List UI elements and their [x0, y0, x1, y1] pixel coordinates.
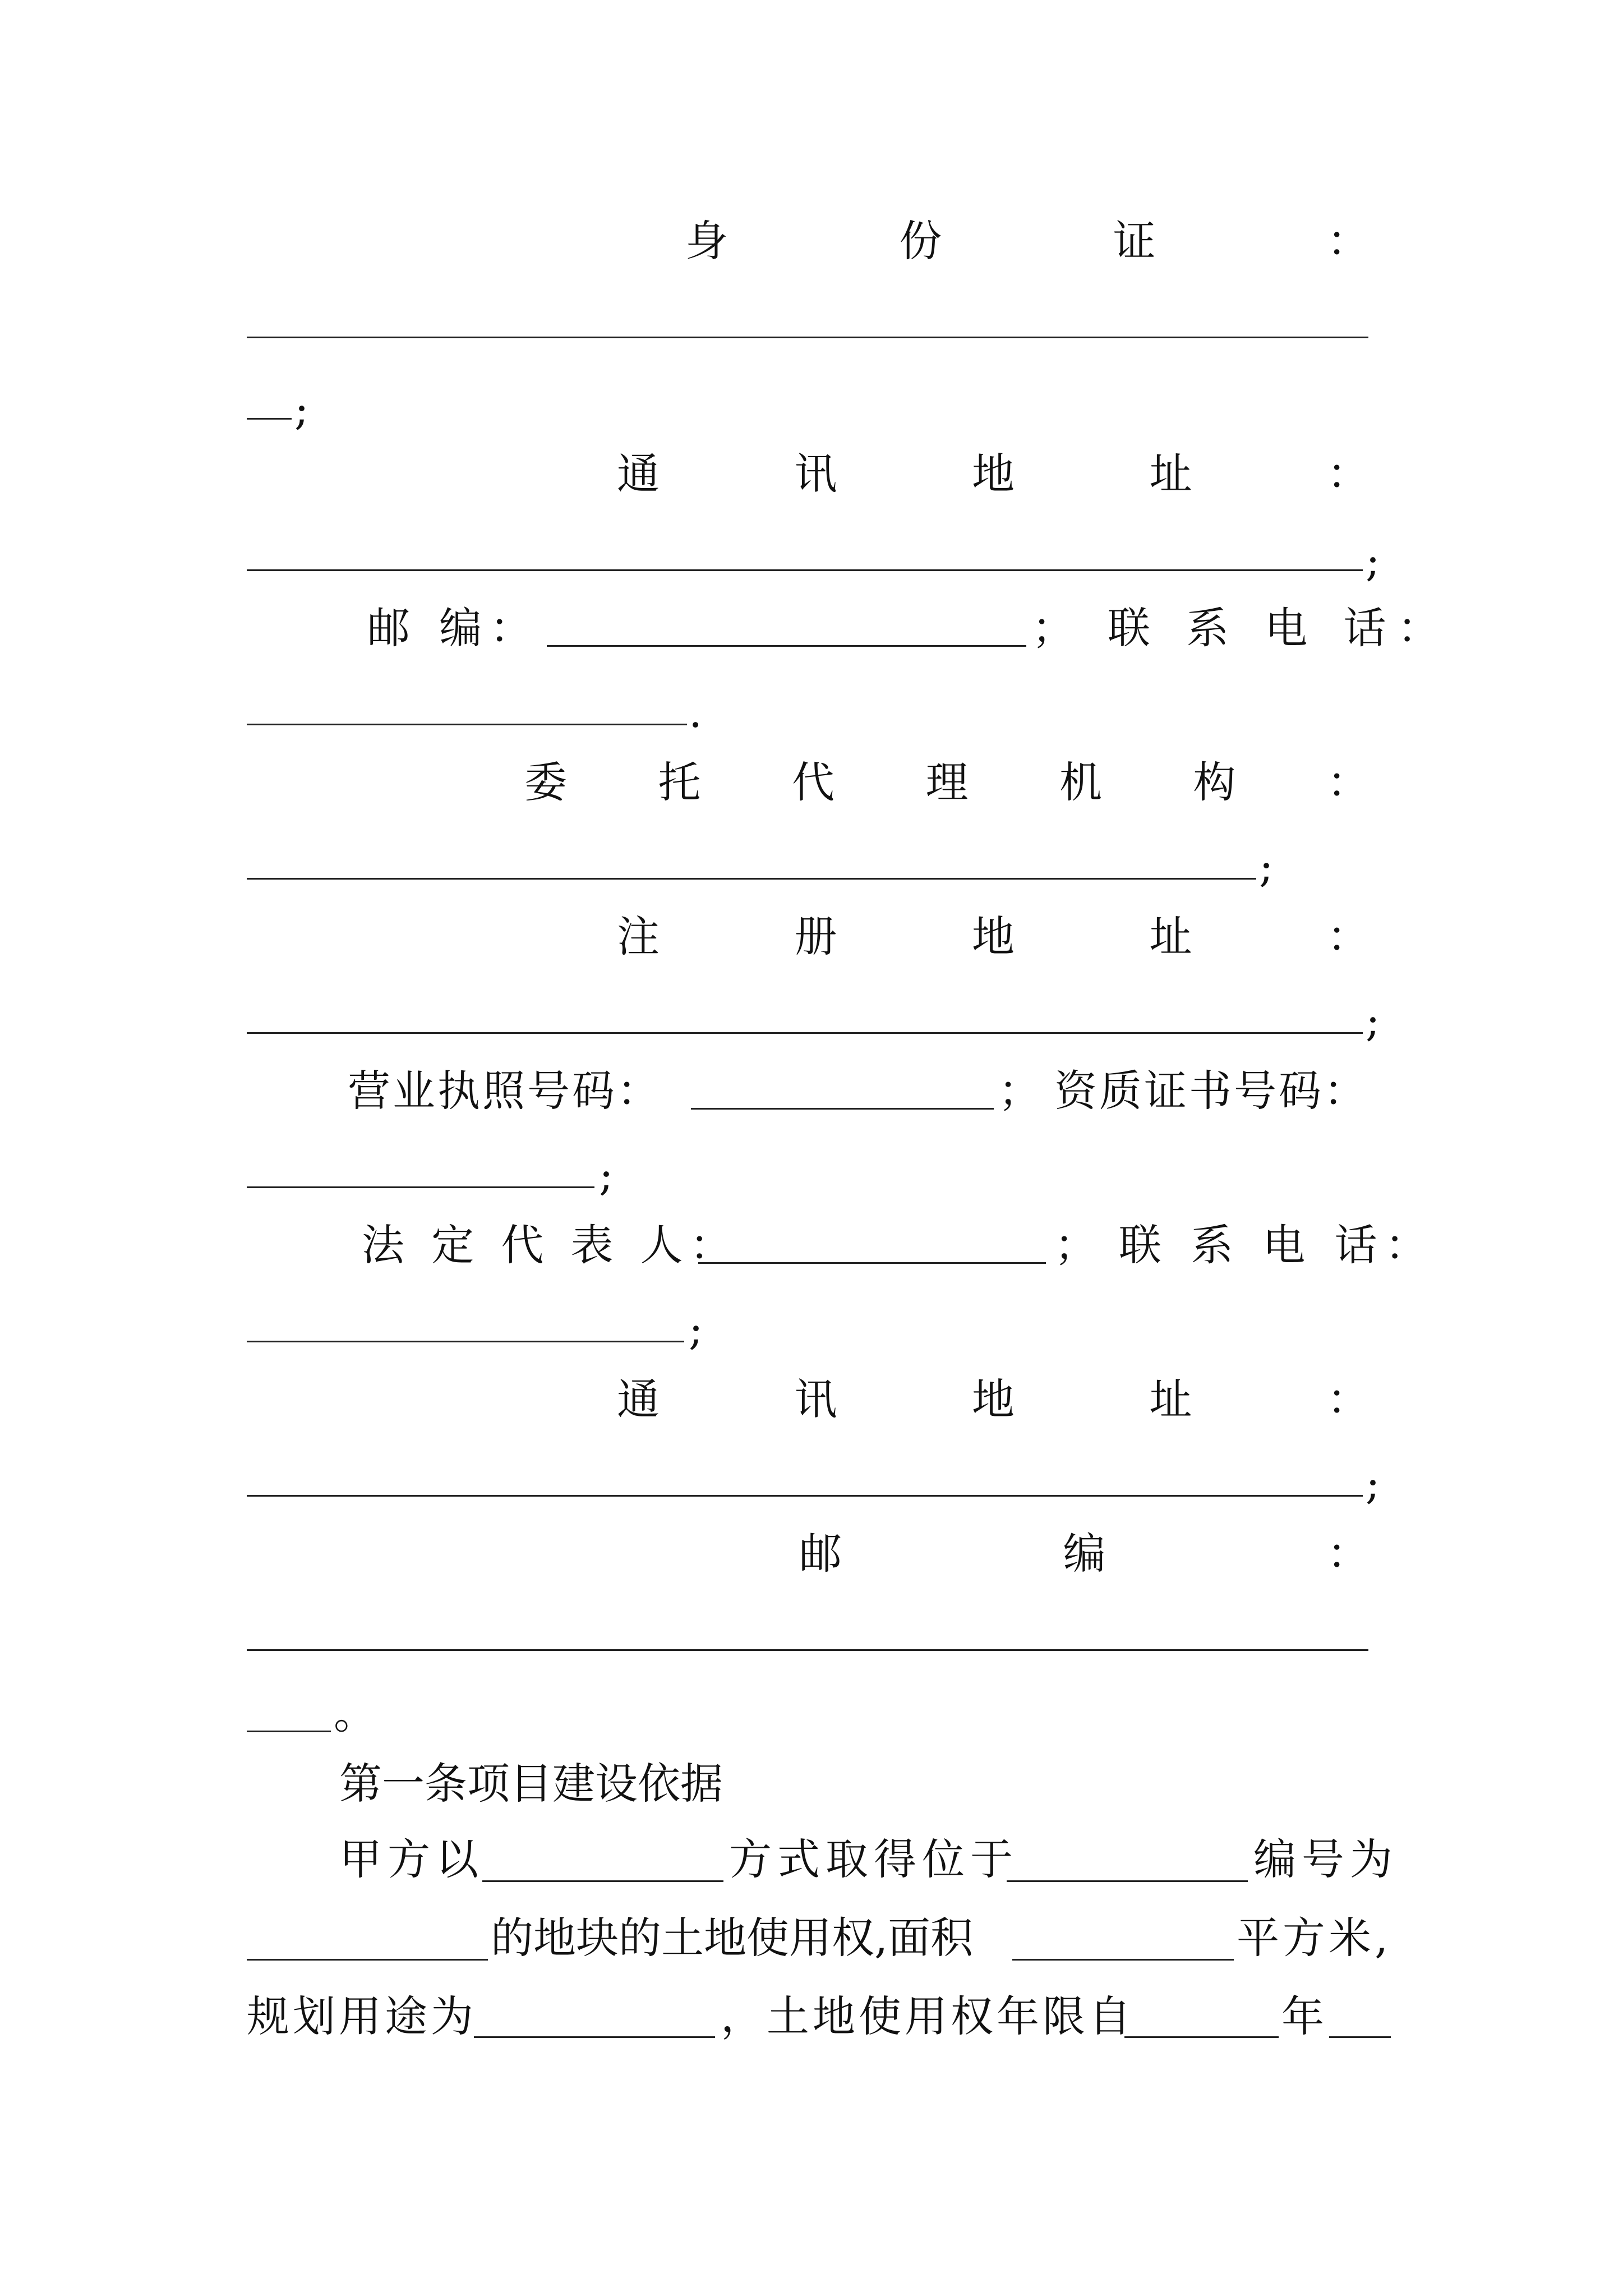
license-sep: ；: [998, 1066, 1041, 1116]
reg-address-blank[interactable]: [247, 1032, 1363, 1034]
id-card-end: ;: [294, 384, 309, 434]
address-1-label: 通 讯 地 址 ：: [617, 449, 1370, 499]
id-card-blank-cont[interactable]: [247, 418, 292, 420]
article-p2-b: 平方米,: [1237, 1913, 1392, 1963]
phone-2-end: ;: [689, 1304, 703, 1354]
postcode-2-blank-cont[interactable]: [247, 1731, 331, 1732]
address-2-end: ;: [1366, 1458, 1380, 1508]
parcel-number-blank[interactable]: [247, 1959, 488, 1961]
address-2-blank[interactable]: [247, 1495, 1363, 1497]
location-blank[interactable]: [1007, 1880, 1248, 1882]
address-1-blank[interactable]: [247, 569, 1363, 571]
acquire-method-blank[interactable]: [482, 1880, 723, 1882]
qualification-end: ;: [599, 1150, 614, 1200]
planned-use-blank[interactable]: [474, 2036, 715, 2038]
area-blank[interactable]: [1012, 1959, 1234, 1961]
phone-2-label: 联 系 电 话：: [1119, 1220, 1436, 1270]
article-p1-a: 甲方以: [339, 1834, 484, 1884]
reg-address-end: ;: [1366, 996, 1380, 1046]
legal-rep-blank[interactable]: [698, 1262, 1046, 1264]
agency-label: 委 托 代 理 机 构 ：: [524, 757, 1370, 807]
license-blank[interactable]: [691, 1108, 994, 1110]
postcode-1-label: 邮 编：: [367, 603, 541, 653]
article-heading: 第一条项目建设依据: [339, 1759, 723, 1809]
phone-1-end: .: [689, 687, 703, 737]
phone-2-blank[interactable]: [247, 1341, 684, 1342]
start-year-blank[interactable]: [1124, 2036, 1279, 2038]
id-card-blank[interactable]: [247, 337, 1368, 338]
agency-blank[interactable]: [247, 878, 1256, 880]
article-p2-a: 的地块的土地使用权,面积: [491, 1913, 974, 1963]
start-month-blank[interactable]: [1329, 2036, 1391, 2038]
article-p3-a: 规划用途为: [247, 1991, 477, 2041]
article-p1-b: 方式取得位于: [729, 1834, 1018, 1884]
article-p1-c: 编号为: [1253, 1834, 1398, 1884]
phone-1-label: 联 系 电 话：: [1108, 603, 1451, 653]
postcode-1-sep: ；: [1032, 603, 1075, 653]
postcode-1-blank[interactable]: [547, 645, 1026, 647]
address-1-end: ;: [1366, 536, 1380, 586]
qualification-label: 资质证书号码：: [1054, 1066, 1368, 1116]
id-card-label: 身 份 证 ：: [685, 216, 1370, 266]
reg-address-label: 注 册 地 址 ：: [617, 912, 1370, 961]
phone-1-blank[interactable]: [247, 724, 687, 725]
license-label: 营业执照号码：: [348, 1066, 662, 1116]
qualification-blank[interactable]: [247, 1186, 594, 1188]
article-p3-c: 年: [1281, 1991, 1324, 2041]
article-p3-b: ，土地使用权年限自: [721, 1991, 1135, 2041]
postcode-2-label: 邮 编 ：: [799, 1529, 1370, 1579]
postcode-2-blank[interactable]: [247, 1649, 1368, 1651]
agency-end: ;: [1259, 841, 1274, 891]
legal-rep-label: 法 定 代 表 人：: [362, 1220, 739, 1270]
address-2-label: 通 讯 地 址 ：: [617, 1374, 1370, 1424]
legal-rep-sep: ；: [1054, 1220, 1097, 1270]
postcode-2-end: 。: [334, 1688, 376, 1738]
